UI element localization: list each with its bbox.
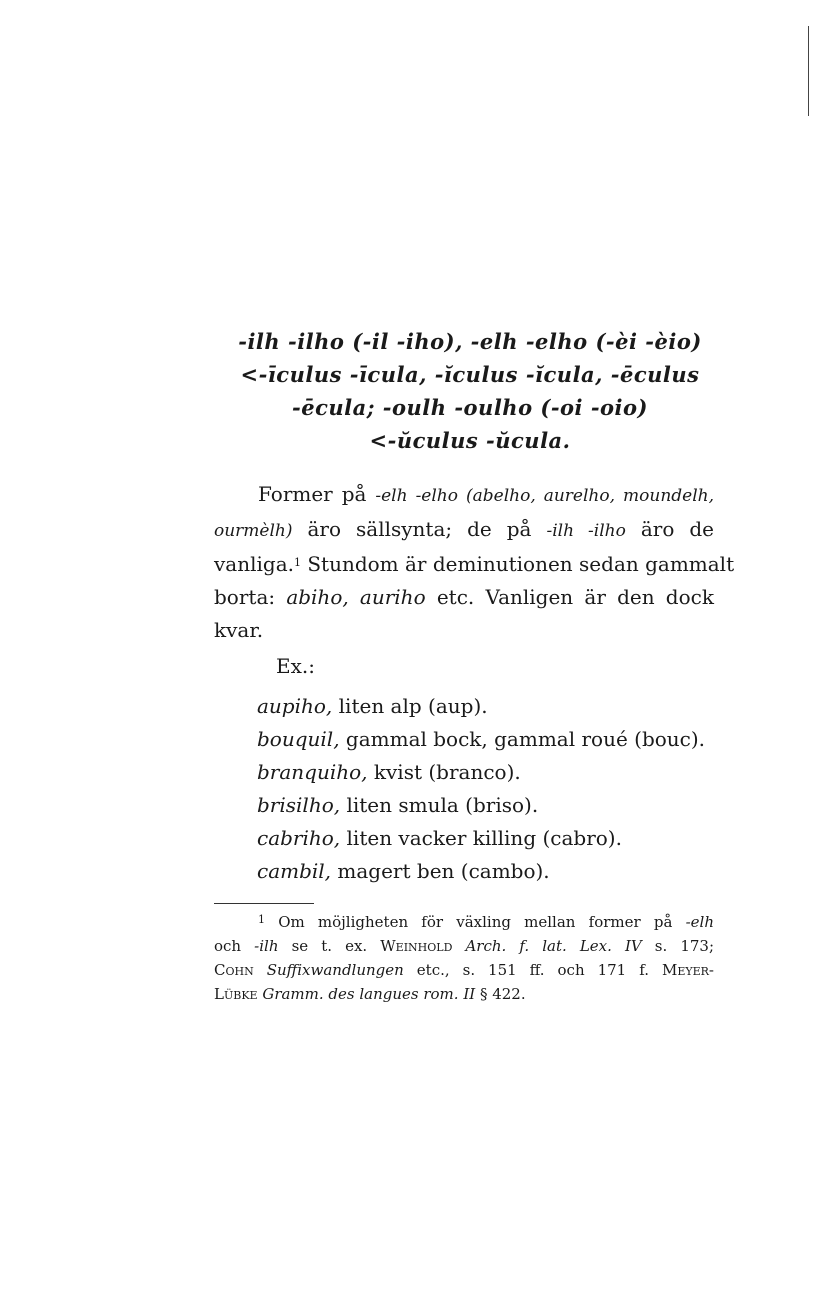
italic-span: -ilh -ilho (546, 521, 626, 541)
example-term: aupiho, (257, 694, 333, 718)
example-gloss: kvist (branco). (367, 760, 521, 784)
example-term: brisilho, (257, 793, 341, 817)
example-term: cambil, (257, 859, 332, 883)
text-span: etc., s. 151 ff. och 171 f. (403, 961, 662, 979)
example-gloss: liten smula (briso). (340, 793, 539, 817)
text-span: Om möjligheten för växling mellan former på (265, 913, 686, 931)
footnote-mark: 1 (258, 913, 265, 926)
heading-line-2: <-īculus -īcula, -ĭculus -ĭcula, -ēculus (240, 362, 700, 387)
text-span: äro de (625, 517, 714, 541)
example-gloss: gammal bock, gammal roué (bouc). (339, 727, 706, 751)
example-gloss: liten vacker killing (cabro). (340, 826, 622, 850)
example-gloss: magert ben (cambo). (331, 859, 550, 883)
paragraph-line (214, 513, 714, 548)
author-name: Lübke (214, 985, 258, 1003)
example-item (257, 690, 705, 723)
body-paragraph (214, 478, 735, 647)
text-span: etc. Vanligen är den dock (425, 585, 714, 609)
footnote-line (214, 982, 714, 1006)
example-term: bouquil, (257, 727, 340, 751)
example-item (257, 789, 705, 822)
text-span: Former på (258, 482, 376, 506)
author-name: Cohn (214, 961, 254, 979)
italic-span: ourmèlh) (214, 521, 293, 541)
author-name: Weinhold (380, 937, 453, 955)
text-span: borta: (214, 585, 287, 609)
heading-line-3: -ēcula; -oulh -oulho (-oi -oio) (292, 395, 648, 420)
italic-span: -elh -elho (abelho, aurelho, moundelh, (375, 486, 714, 506)
text-span: och (214, 937, 255, 955)
paragraph-line (214, 548, 735, 581)
author-name: Meyer- (661, 961, 714, 979)
examples-label: Ex.: (276, 654, 315, 678)
text-span: äro sällsynta; de på (292, 517, 547, 541)
page-edge-line (808, 26, 809, 116)
example-item (257, 756, 705, 789)
italic-span: Arch. f. lat. Lex. IV (452, 937, 642, 955)
footnote-mark-wrap (214, 913, 265, 931)
italic-span: Gramm. des langues rom. II (257, 985, 476, 1003)
text-span: se t. ex. (278, 937, 381, 955)
examples-list (257, 690, 705, 888)
paragraph-line (214, 581, 714, 614)
italic-span: -elh (685, 913, 714, 931)
paragraph-line (214, 478, 714, 513)
footnote-divider (214, 903, 314, 904)
footnote-line (214, 958, 714, 982)
italic-span: abiho, auriho (286, 585, 426, 609)
text-span: § 422. (475, 985, 526, 1003)
example-term: branquiho, (257, 760, 368, 784)
footnote-line (214, 934, 714, 958)
example-item (257, 822, 705, 855)
example-item (257, 723, 705, 756)
example-gloss: liten alp (aup). (332, 694, 488, 718)
example-item (257, 855, 705, 888)
footnote (214, 910, 714, 1006)
example-term: cabriho, (257, 826, 341, 850)
text-span: Stundom är deminutionen sedan gammalt (300, 552, 735, 576)
paragraph-line (214, 614, 714, 647)
footnote-ref: 1 (293, 556, 301, 569)
text-span: vanliga. (214, 552, 294, 576)
italic-span: -ilh (254, 937, 279, 955)
text-span: s. 173; (641, 937, 714, 955)
heading-line-4: <-ŭculus -ŭcula. (369, 428, 571, 453)
section-heading (200, 325, 740, 457)
footnote-line (214, 910, 714, 934)
text-span: kvar. (214, 618, 264, 642)
heading-line-1: -ilh -ilho (-il -iho), -elh -elho (-èi -èio) (238, 329, 702, 354)
italic-span: Suffixwandlungen (253, 961, 404, 979)
